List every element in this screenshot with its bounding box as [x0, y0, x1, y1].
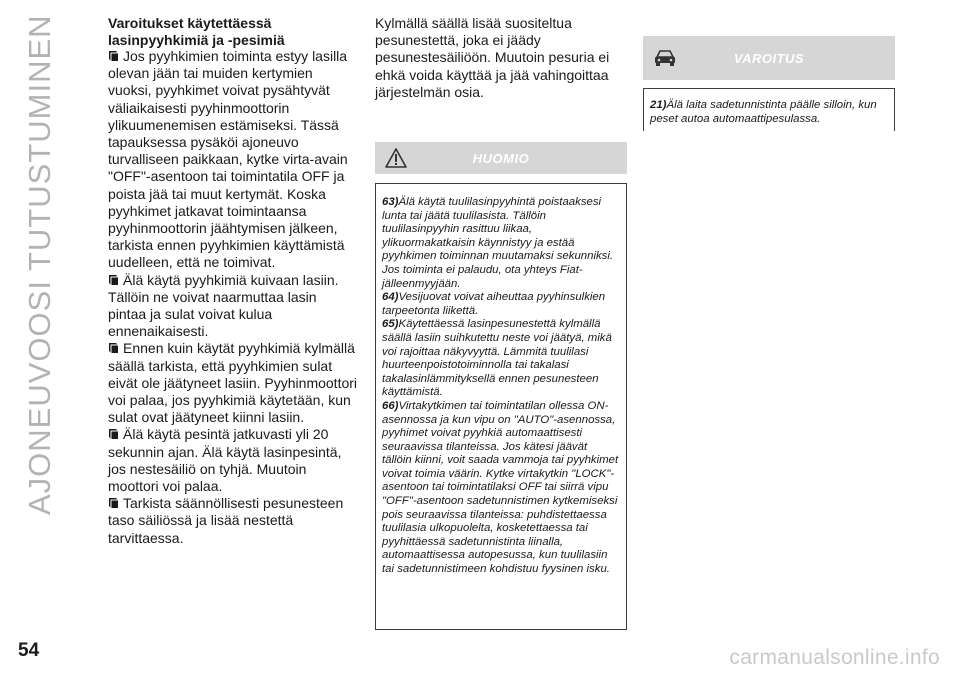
note-item-number: 66) [382, 399, 399, 412]
warning-triangle-icon [385, 148, 407, 168]
section-heading-line1: Varoitukset käytettäessä [108, 15, 272, 31]
bullet-text: Ennen kuin käytät pyyhkimiä kylmällä säällä tarkista, että pyyhkimien sulat eivät ole jäätyneet lasiin. Pyyhinmoottori voi palaa, jos pyyhkimiä käytetään, kun sulat ovat jäätyneet kiinni lasiin. [108, 340, 358, 426]
section-heading-line2: lasinpyyhkimiä ja -pesimiä [108, 31, 285, 48]
book-bullet-icon [108, 274, 119, 286]
note-item [382, 196, 620, 291]
note-header [375, 142, 627, 174]
book-bullet-icon [108, 428, 119, 440]
book-bullet-icon [108, 342, 119, 354]
bullet-paragraph [108, 340, 358, 426]
note-item-text: Virtakytkimen tai toimintatilan ollessa ON-asennossa ja kun vipu on "AUTO"-asennossa, pyyhimet voivat pyyhkiä automaattisesti seuraavissa tilanteissa. Jos kätesi jäävät tällöin kiinni, voit saada vammoja tai pyyhkimet voivat toimia väärin. Kytke virtakytkin "LOCK"-asentoon tai toimintatilaksi OFF tai siirrä vipu "OFF"-asentoon sadetunnistimen kytkemiseksi pois seuraavissa tilanteissa: puhdistettaessa tuulilasia ulkopuolelta, kosketettaessa tai pyyhittäessä sadetunnistinta liinalla, automaattisessa autopesussa, kun tuulilasiin tai sadetunnistimeen kohdistuu fyysinen isku. [382, 399, 619, 576]
note-item-number: 65) [382, 318, 399, 331]
warning-item-number: 21) [650, 99, 667, 111]
note-title: HUOMIO [472, 150, 530, 166]
bullet-paragraph [108, 272, 358, 341]
note-body [375, 183, 627, 630]
note-item-text: Vesijuovat voivat aiheuttaa pyyhinsulkien tarpeetonta liikettä. [382, 291, 606, 317]
intro-paragraph: Kylmällä säällä lisää suositeltua pesunestettä, joka ei jäädy pesunestesäiliöön. Muutoin pesuria ei ehkä voida käyttää ja jää vahingoittaa järjestelmän osia. [375, 15, 610, 100]
middle-column [375, 15, 630, 101]
note-item-number: 63) [382, 196, 399, 208]
note-item-text: Älä käytä tuulilasinpyyhintä poistaaksesi lunta tai jäätä tuulilasista. Tällöin tuulilasinpyyhin rasittuu liikaa, ylikuormakatkaisin käynnistyy ja estää pyyhkimen toiminnan muutamaksi sekunniksi. Jos toiminta ei palaudu, ota yhteys Fiat-jälleenmyyjään. [382, 196, 614, 290]
book-bullet-icon [108, 497, 119, 509]
section-side-title: AJONEUVOOSI TUTUSTUMINEN [22, 14, 57, 516]
note-item-text: Käytettäessä lasinpesunestettä kylmällä säällä lasiin suihkutettu neste voi jäätyä, mikä voi rajoittaa näkyvyyttä. Lämmitä tuulilasi huurteenpoistotoiminnolla tai takalasi takalasinlämmityksellä ennen pesunesteen käyttämistä. [382, 318, 612, 399]
left-column [108, 15, 358, 547]
bullet-paragraph [108, 426, 358, 495]
bullet-paragraph [108, 495, 358, 547]
bullet-paragraph [108, 48, 358, 272]
bullet-text: Tarkista säännöllisesti pesunesteen taso säiliössä ja lisää nestettä tarvittaessa. [108, 495, 344, 546]
bullet-text: Älä käytä pesintä jatkuvasti yli 20 sekunnin ajan. Älä käytä lasinpesintä, jos nestesäiliö on tyhjä. Muutoin moottori voi palaa. [108, 426, 342, 495]
warning-body [643, 88, 895, 131]
note-item [382, 291, 620, 318]
note-item [382, 400, 620, 577]
warning-item-text: Älä laita sadetunnistinta päälle silloin, kun peset autoa automaattipesulassa. [650, 99, 877, 125]
book-bullet-icon [108, 50, 119, 62]
bullet-text: Jos pyyhkimien toiminta estyy lasilla olevan jään tai muiden kertymien vuoksi, pyyhkimet voivat pysähtyvät väliaikaisesti pyyhinmoottorin ylikuumenemisen estämiseksi. Tässä tapauksessa pysäköi ajoneuvo turvalliseen paikkaan, kytke virta-avain "OFF"-asentoon tai toimintatila OFF ja poista jää tai muut kertymät. Koska pyyhkimet jatkavat toimintaansa pyyhinmoottorin jäähtymisen jälkeen, tarkista ennen pyyhkimien käyttämistä uudelleen, että ne toimivat. [108, 48, 348, 271]
note-item [382, 318, 620, 400]
bullet-text: Älä käytä pyyhkimiä kuivaan lasiin. Tällöin ne voivat naarmuttaa lasin pintaa ja sulat voivat kulua ennenaikaisesti. [108, 271, 339, 340]
section-heading [108, 15, 358, 48]
warning-item [650, 99, 888, 126]
page-number: 54 [18, 640, 40, 661]
watermark: carmanualsonline.info [729, 646, 940, 669]
note-item-number: 64) [382, 291, 399, 304]
note-box [375, 142, 627, 630]
car-warning-icon [653, 48, 677, 68]
warning-header [643, 36, 895, 80]
warning-title: VAROITUS [733, 50, 805, 66]
warning-box [643, 36, 895, 131]
